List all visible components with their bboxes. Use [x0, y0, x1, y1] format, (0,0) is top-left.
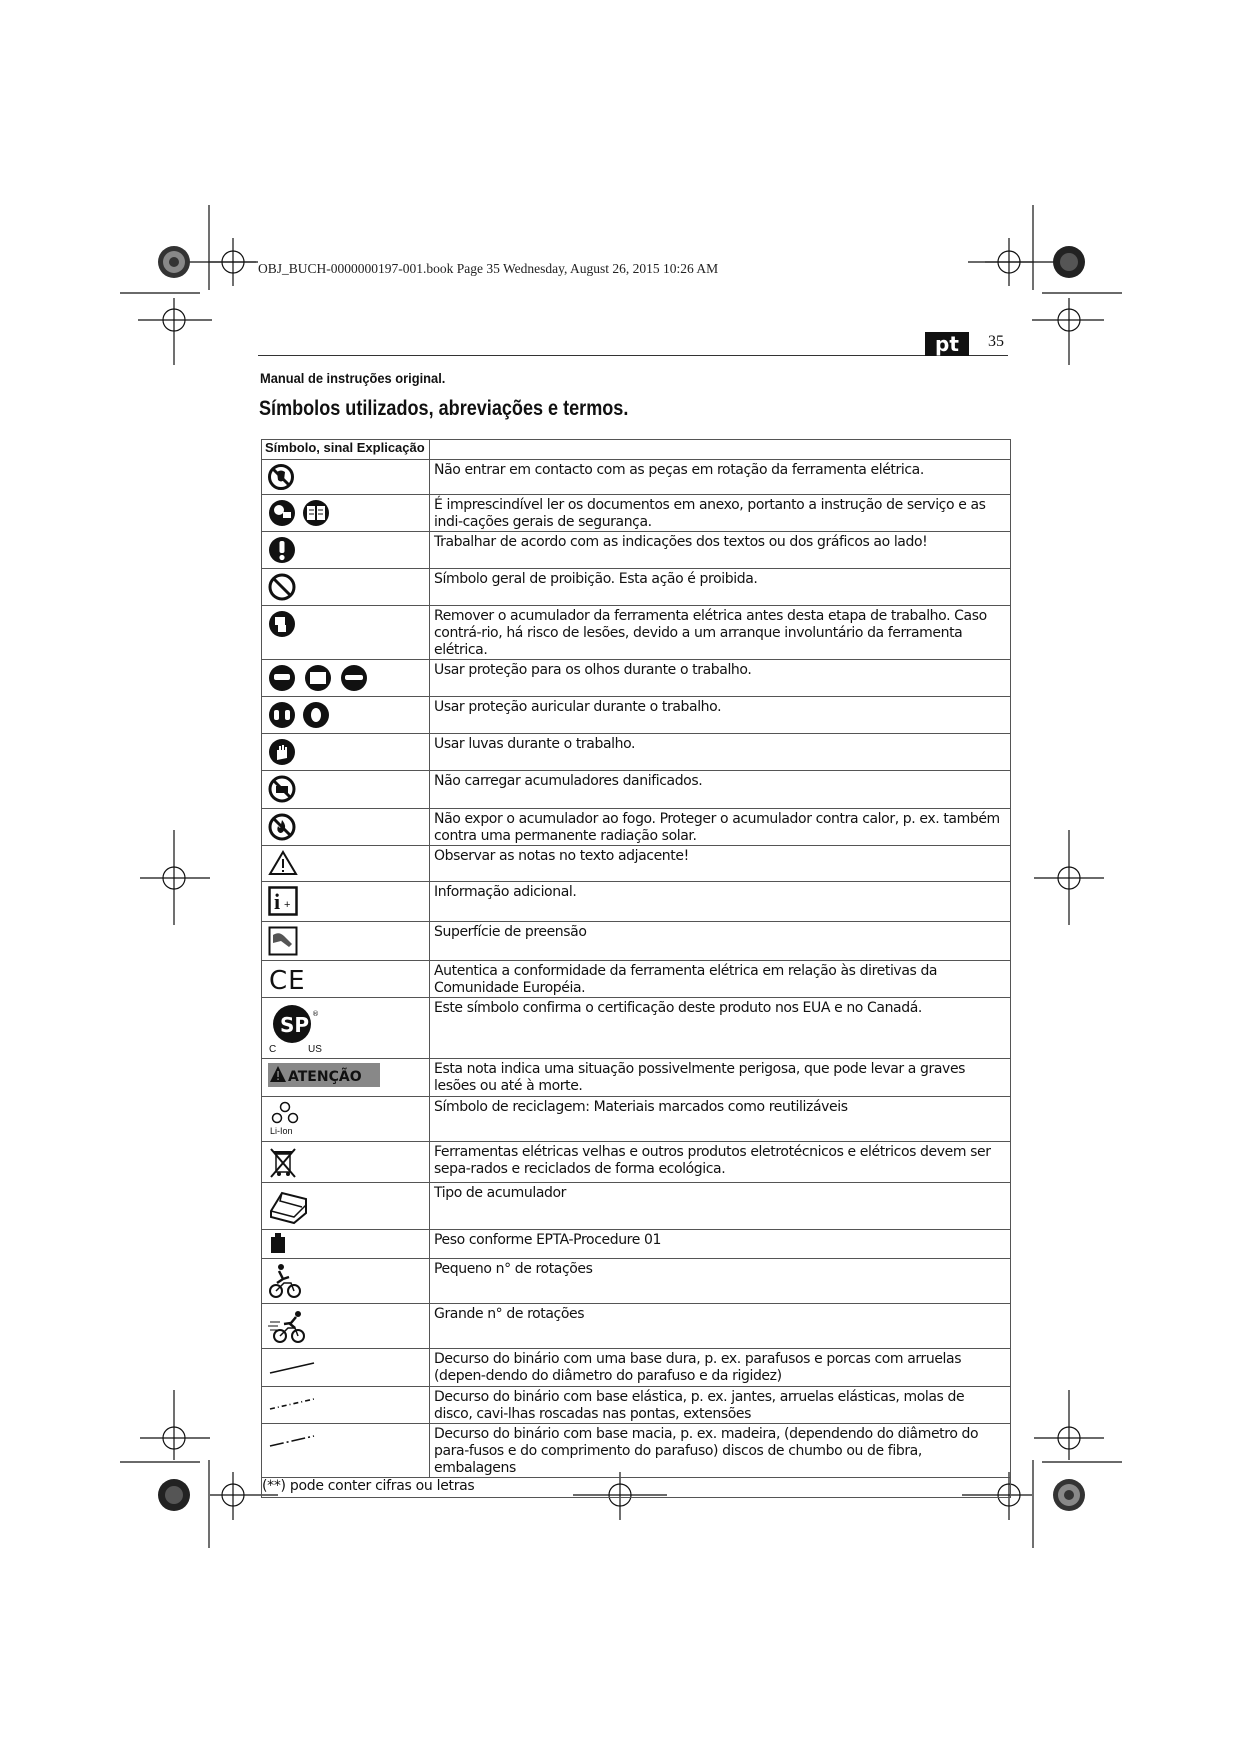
weee-bin-icon: [268, 1146, 298, 1178]
row-text: Não carregar acumuladores danificados.: [430, 771, 1011, 809]
row-text: Este símbolo confirma o certificação deste produto nos EUA e no Canadá.: [430, 998, 1011, 1059]
language-badge: pt: [925, 332, 969, 356]
row-text: Decurso do binário com uma base dura, p. ex. parafusos e porcas com arruelas (depen-dendo do diâmetro do parafuso e da rigidez): [430, 1349, 1011, 1387]
torque-soft-icon: [268, 1434, 316, 1448]
low-speed-icon: [268, 1263, 304, 1299]
row-text: Símbolo de reciclagem: Materiais marcados como reutilizáveis: [430, 1097, 1011, 1142]
row-text: Trabalhar de acordo com as indicações dos textos ou dos gráficos ao lado!: [430, 532, 1011, 569]
header-symbol: Símbolo, sinal: [265, 440, 354, 455]
header-rule: [258, 355, 1008, 356]
row-text: Superfície de preensão: [430, 922, 1011, 961]
weight-icon: [268, 1232, 288, 1254]
row-text: Usar proteção auricular durante o trabalho.: [430, 697, 1011, 734]
recycling-icon: [268, 1101, 302, 1137]
table-row: [262, 846, 1011, 882]
no-charge-damaged-icon: [268, 775, 296, 803]
prohibition-icon: [268, 573, 296, 601]
grip-surface-icon: [268, 926, 298, 956]
table-row: [262, 998, 1011, 1059]
symbols-table: [261, 439, 1011, 1498]
attention-label-icon: [268, 1063, 380, 1087]
attention-text: ATENÇÃO: [288, 1069, 362, 1085]
row-text: Tipo de acumulador: [430, 1183, 1011, 1230]
svg-text:+: +: [284, 899, 291, 911]
row-text: Decurso do binário com base elástica, p. ex. jantes, arruelas elásticas, molas de disco, cavi-lhas roscadas nas pontas, extensões: [430, 1387, 1011, 1424]
table-row: [262, 1183, 1011, 1230]
table-footnote-row: [262, 1478, 1011, 1498]
section-title: Símbolos utilizados, abreviações e termos.: [259, 397, 629, 420]
row-text: Informação adicional.: [430, 882, 1011, 922]
table-row: [262, 809, 1011, 846]
row-text: É imprescindível ler os documentos em anexo, portanto a instrução de serviço e as indi-cações gerais de segurança.: [430, 495, 1011, 532]
row-text: Remover o acumulador da ferramenta elétrica antes desta etapa de trabalho. Caso contrá-rio, há risco de lesões, devido a um arranque involuntário da ferramenta elétrica.: [430, 606, 1011, 660]
table-row: [262, 734, 1011, 771]
table-row: [262, 1424, 1011, 1478]
info-label: i: [274, 889, 281, 914]
table-row: [262, 922, 1011, 961]
row-text: Esta nota indica uma situação possivelmente perigosa, que pode levar a graves lesões ou até à morte.: [430, 1059, 1011, 1097]
ce-mark-icon: [268, 965, 308, 993]
header-explanation: Explicação: [356, 440, 425, 455]
no-touch-rotating-icon: [268, 464, 294, 490]
table-row: [262, 1304, 1011, 1349]
row-text: Não entrar em contacto com as peças em rotação da ferramenta elétrica.: [430, 460, 1011, 495]
svg-text:®: ®: [312, 1010, 319, 1018]
table-row: [262, 532, 1011, 569]
row-text: Ferramentas elétricas velhas e outros produtos eletrotécnicos e elétricos devem ser sepa-rados e reciclados de forma ecológica.: [430, 1142, 1011, 1183]
table-row: [262, 697, 1011, 734]
row-text: Símbolo geral de proibição. Esta ação é proibida.: [430, 569, 1011, 606]
table-header: [262, 440, 1011, 460]
read-manual-icon: [268, 499, 332, 527]
svg-text:SP: SP: [280, 1013, 310, 1037]
table-row: [262, 606, 1011, 660]
csa-mark-icon: [268, 1002, 328, 1054]
table-row: [262, 1259, 1011, 1304]
liion-label: Li-Ion: [270, 1126, 293, 1136]
footnote: (**) pode conter cifras ou letras: [262, 1478, 1011, 1498]
table-row: [262, 495, 1011, 532]
table-row: [262, 660, 1011, 697]
table-row: [262, 771, 1011, 809]
table-row: [262, 569, 1011, 606]
table-row: [262, 1097, 1011, 1142]
remove-battery-icon: [268, 610, 296, 638]
high-speed-icon: [268, 1308, 308, 1344]
table-row: [262, 1387, 1011, 1424]
csa-us-label: US: [308, 1044, 322, 1054]
torque-elastic-icon: [268, 1397, 316, 1411]
table-row: [262, 1230, 1011, 1259]
eye-protection-icon: [268, 664, 368, 692]
row-text: Grande n° de rotações: [430, 1304, 1011, 1349]
row-text: Pequeno n° de rotações: [430, 1259, 1011, 1304]
table-row: [262, 961, 1011, 998]
row-text: Peso conforme EPTA-Procedure 01: [430, 1230, 1011, 1259]
table-row: [262, 1349, 1011, 1387]
row-text: Autentica a conformidade da ferramenta elétrica em relação às diretivas da Comunidade Européia.: [430, 961, 1011, 998]
table-row: [262, 460, 1011, 495]
battery-type-icon: [268, 1187, 310, 1225]
row-text: Observar as notas no texto adjacente!: [430, 846, 1011, 882]
row-text: Usar proteção para os olhos durante o trabalho.: [430, 660, 1011, 697]
ear-protection-icon: [268, 701, 332, 729]
gloves-icon: [268, 738, 296, 766]
ce-label: CE: [269, 966, 306, 993]
row-text: Usar luvas durante o trabalho.: [430, 734, 1011, 771]
page-number: 35: [988, 333, 1004, 350]
print-header: OBJ_BUCH-0000000197-001.book Page 35 Wednesday, August 26, 2015 10:26 AM: [258, 261, 719, 276]
table-row: [262, 1059, 1011, 1097]
warning-triangle-icon: [268, 850, 298, 876]
table-row: [262, 882, 1011, 922]
torque-hard-icon: [268, 1361, 316, 1375]
no-fire-icon: [268, 813, 296, 841]
row-text: Não expor o acumulador ao fogo. Proteger o acumulador contra calor, p. ex. também contra uma permanente radiação solar.: [430, 809, 1011, 846]
row-text: Decurso do binário com base macia, p. ex. madeira, (dependendo do diâmetro do para-fusos e do comprimento do parafuso) discos de chumbo ou de fibra, embalagens: [430, 1424, 1011, 1478]
csa-c-label: C: [269, 1044, 277, 1054]
info-icon: [268, 886, 298, 916]
manual-title: Manual de instruções original.: [260, 370, 446, 386]
exclamation-icon: [268, 536, 296, 564]
table-row: [262, 1142, 1011, 1183]
